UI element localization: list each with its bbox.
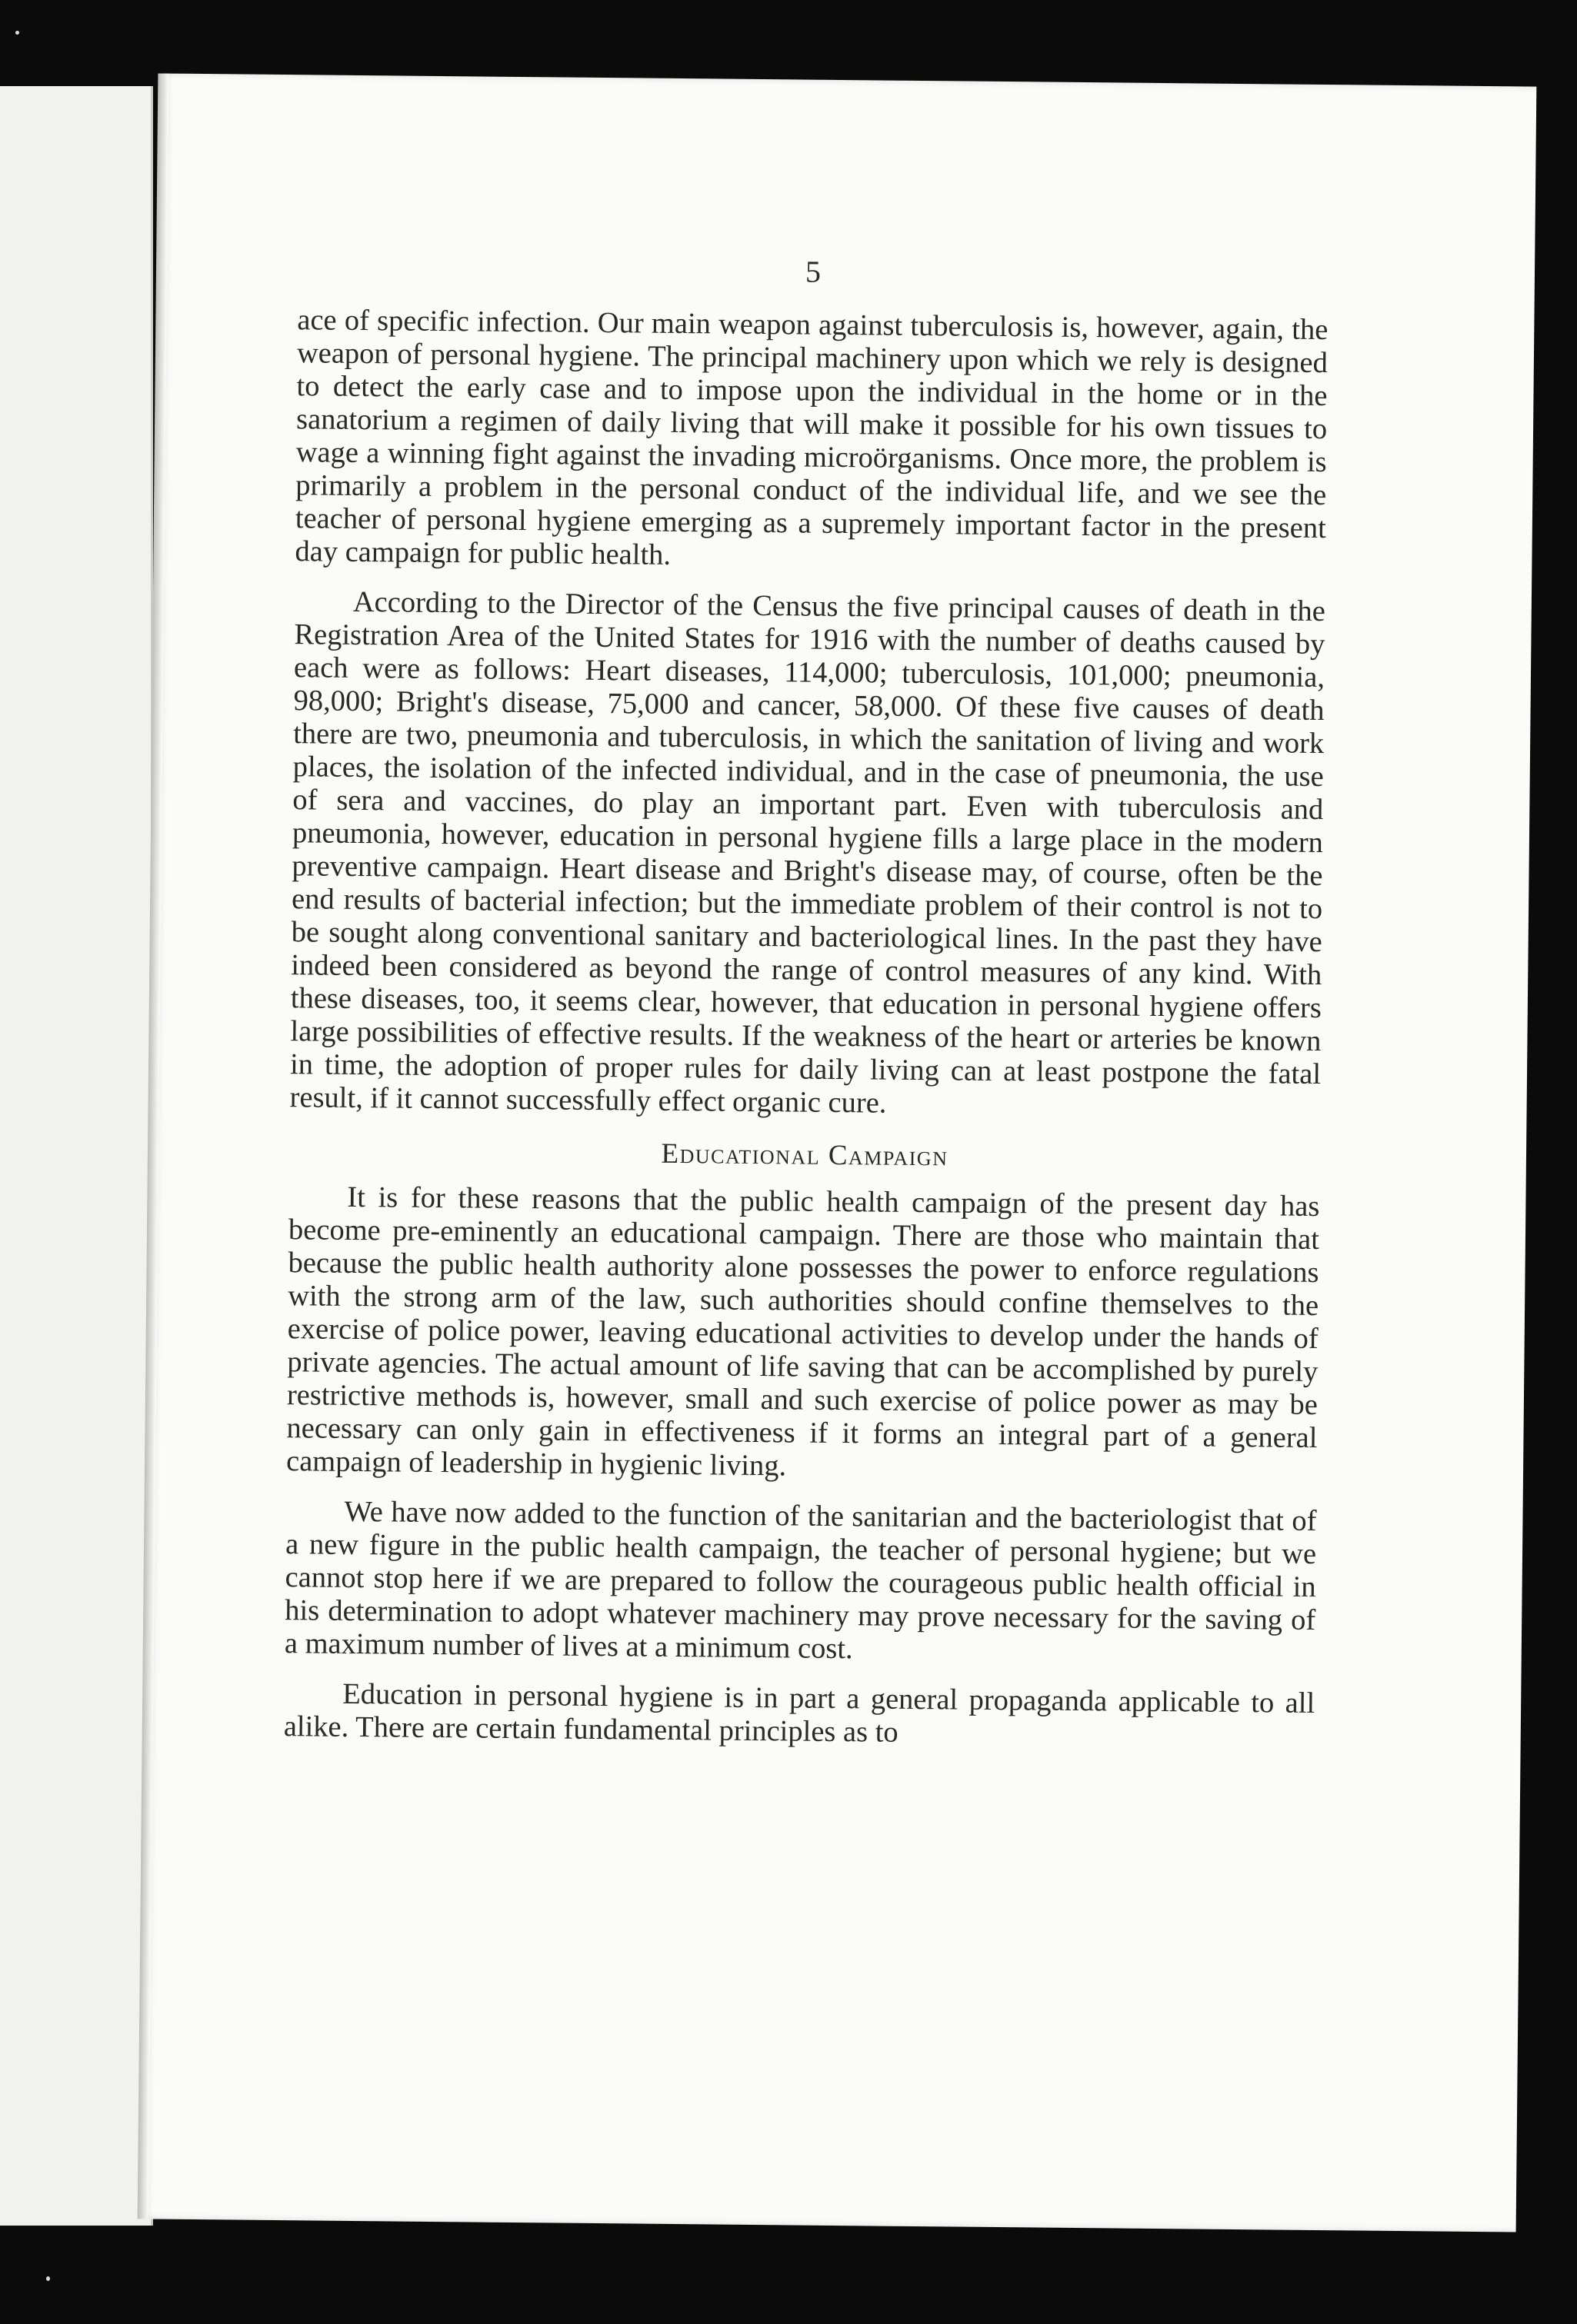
paragraph: It is for these reasons that the public health campaign of the present day has become pre-eminently an educational campaign. There are those who maintain that because the public health authority alone possesses the power to enforce regulations with the strong arm of the law, such authorities should confine themselves to the exercise of police power, leaving educational activities to develop under the hands of private agencies. The actual amount of life saving that can be accomplished by purely restrictive methods is, however, small and such exercise of police power as may be necessary can only gain in effectiveness if it forms an integral part of a general campaign of leadership in hygienic living. [285, 1180, 1320, 1483]
book-page [141, 73, 1537, 2232]
section-heading: Educational Campaign [661, 1137, 949, 1173]
page-number: 5 [805, 254, 822, 289]
facing-page-edge [0, 86, 153, 2226]
paragraph: According to the Director of the Census the five principal causes of death in the Registration Area of the United States for 1916 with the number of deaths caused by each were as follows: Heart diseases, 114,000; tuberculosis, 101,000; pneumonia, 98,000; Bright's disease, 75,000 and cancer, 58,000. Of these five causes of death there are two, pneumonia and tuberculosis, in which the sanitation of living and work places, the isolation of the infected individual, and in the case of pneumonia, the use of sera and vaccines, do play an important part. Even with tuberculosis and pneumonia, however, education in personal hygiene fills a large place in the modern preventive campaign. Heart disease and Bright's disease may, of course, often be the end results of bacterial infection; but the immediate problem of their control is not to be sought along conventional sanitary and bacteriological lines. In the past they have indeed been considered as beyond the range of control measures of any kind. With these diseases, too, it seems clear, however, that education in personal hygiene offers large possibilities of effective results. If the weakness of the heart or arteries be known in time, the adoption of proper rules for daily living can at least postpone the fatal result, if it cannot successfully effect organic cure. [289, 585, 1325, 1120]
paragraph: We have now added to the function of the sanitarian and the bacteriologist that of a new figure in the public health campaign, the teacher of personal hygiene; but we cannot stop here if we are prepared to follow the courageous public health official in his determination to adopt whatever machinery may prove necessary for the saving of a maximum number of lives at a minimum cost. [284, 1495, 1317, 1666]
scan-speck [46, 2276, 50, 2281]
paragraph: ace of specific infection. Our main weapon against tuberculosis is, however, again, the weapon of personal hygiene. The principal machinery upon which we rely is designed to detect the early case and to impose upon the individual in the home or in the sanatorium a regimen of daily living that will make it possible for his own tissues to wage a winning fight against the invading microörganisms. Once more, the problem is primarily a problem in the personal conduct of the individual life, and we see the teacher of personal hygiene emerging as a supremely important factor in the present day campaign for public health. [295, 304, 1329, 571]
page-content [283, 244, 1329, 1770]
scan-speck [15, 31, 19, 35]
paragraph: Education in personal hygiene is in part a general propaganda applicable to all alike. There are certain fundamental principles as to [283, 1677, 1315, 1749]
